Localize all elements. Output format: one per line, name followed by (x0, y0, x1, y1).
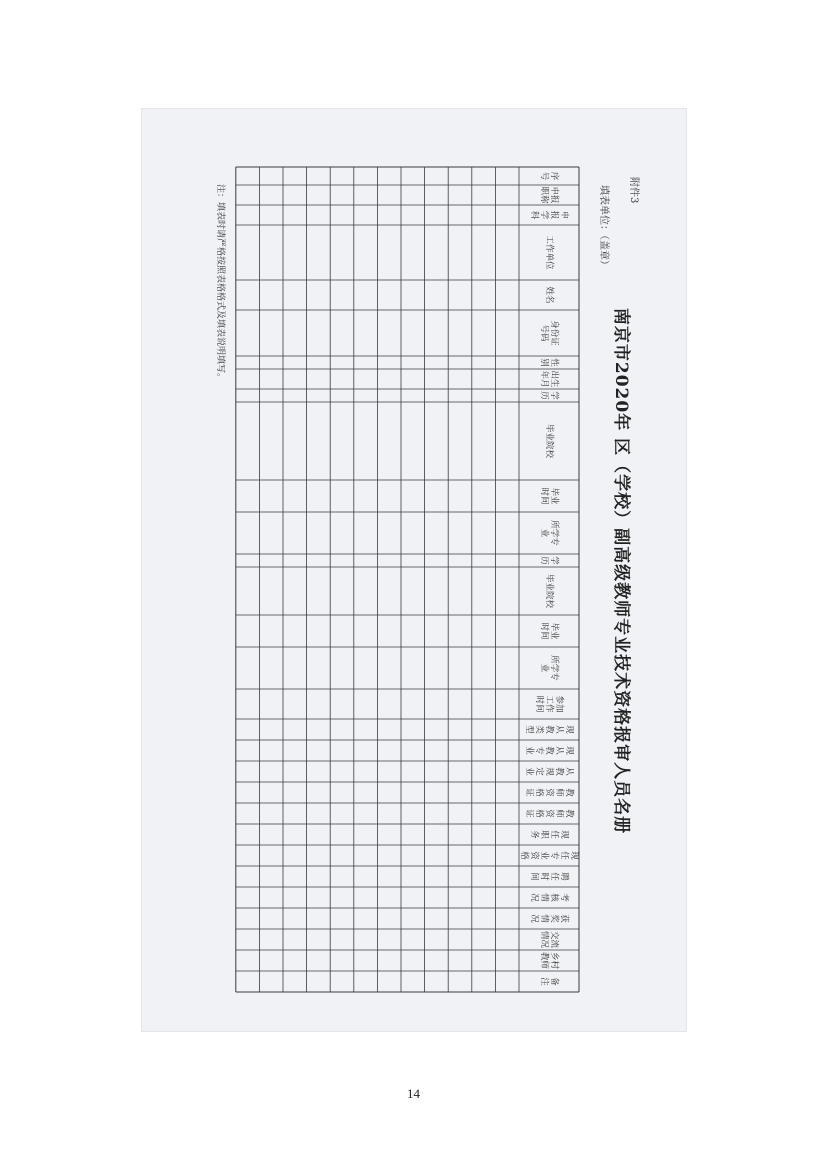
column-header: 现 任 职 务 (529, 830, 569, 839)
column-header: 现 从 教 类 型 (524, 725, 574, 734)
column-header: 现 从 教 专 业 (524, 746, 574, 755)
column-header: 申 报 学 科 (529, 210, 569, 220)
column-header: 备 注 (539, 977, 559, 986)
scanned-page (141, 108, 687, 1032)
column-header: 所学专 业 (539, 655, 559, 681)
fill-unit-label: 填表单位：（盖章） (598, 185, 609, 270)
column-header: 聘 任 时 间 (529, 872, 569, 881)
column-header: 考 核 情 况 (529, 893, 569, 902)
column-header: 身份证 号码 (539, 320, 559, 346)
column-header: 交流 情况 (539, 930, 559, 948)
column-header: 现 任 专 业 资 格 (519, 851, 579, 860)
column-header: 乡村 教师 (539, 951, 559, 969)
column-header: 毕业 时间 (539, 622, 559, 640)
column-header: 姓名 (544, 286, 554, 304)
column-header: 工作单位 (544, 235, 554, 270)
column-header: 毕业院校 (544, 423, 554, 458)
column-header: 学 历 (539, 556, 559, 565)
column-header: 毕业院校 (544, 573, 554, 608)
column-header: 教 师 资 格 证 (524, 809, 574, 818)
column-header: 序 号 (539, 171, 559, 181)
column-header: 所学专 业 (539, 520, 559, 546)
fill-note: 注：填表时请严格按照表格格式及填表说明填写。 (214, 184, 225, 383)
column-header: 性 别 (539, 358, 559, 367)
attachment-label: 附件3 (628, 177, 639, 204)
column-header: 毕业 时间 (539, 487, 559, 505)
column-header: 教 师 资 格 证 (524, 788, 574, 797)
page-number: 14 (407, 1086, 420, 1101)
rotated-form (142, 109, 688, 1033)
form-title: 南京市2020年 区（学校）副高级教师专业技术资格报审人员名册 (611, 307, 631, 835)
column-header: 学 历 (539, 391, 559, 400)
column-header: 出生 年月 (539, 370, 559, 388)
column-header: 参加 工作 时间 (534, 695, 564, 713)
column-header: 获 奖 情 况 (529, 914, 569, 923)
column-header: 申报 职称 (539, 186, 559, 204)
column-header: 从 教 规 定 业 (524, 767, 574, 776)
